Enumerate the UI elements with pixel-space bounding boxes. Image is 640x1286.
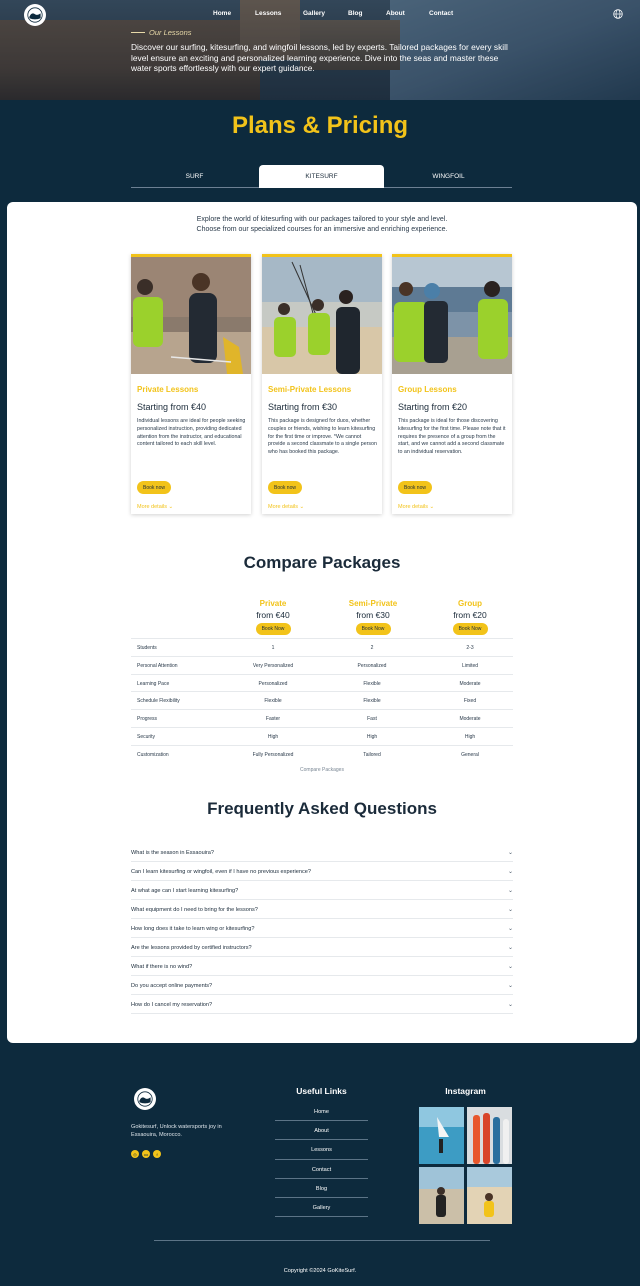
instagram-icon[interactable]: ◎	[131, 1150, 139, 1158]
cell-value: Faster	[265, 716, 281, 723]
package-name: Private	[259, 599, 287, 608]
faq-title: Frequently Asked Questions	[207, 799, 437, 818]
nav-home[interactable]: Home	[213, 10, 232, 17]
row-label: Learning Pace	[137, 680, 170, 687]
table-row	[131, 674, 513, 692]
row-label: Progress	[137, 716, 158, 723]
instagram-photo[interactable]	[419, 1167, 464, 1224]
table-row	[131, 727, 513, 745]
faq-question: How do I cancel my reservation?	[131, 1002, 213, 1008]
package-name: Group	[458, 599, 482, 608]
faq-question: What if there is no wind?	[131, 964, 193, 970]
footer-link-blog[interactable]: Blog	[275, 1179, 368, 1198]
cell-value: Flexible	[264, 698, 282, 705]
row-label: Schedule Flexibility	[137, 698, 180, 705]
row-label: Students	[137, 645, 157, 651]
arrow-down-icon: ⌄	[429, 504, 435, 510]
cell-value: Moderate	[459, 716, 481, 723]
cell-value: Very Personalized	[252, 662, 294, 669]
table-row	[131, 638, 513, 656]
cell-value: General	[461, 751, 479, 758]
faq-item[interactable]	[131, 976, 513, 995]
card-group	[392, 254, 512, 514]
more-details-link[interactable]	[137, 504, 173, 510]
chevron-down-icon: ⌄	[507, 926, 513, 932]
chevron-down-icon: ⌄	[507, 945, 513, 951]
faq-question: Can I learn kitesurfing or wingfoil, even if I have no previous experience?	[131, 869, 312, 875]
cell-value: 1	[271, 645, 275, 651]
cell-value: Moderate	[459, 680, 481, 687]
cell-value: Fully Personalized	[252, 751, 294, 758]
faq-item[interactable]	[131, 862, 513, 881]
faq-item[interactable]	[131, 938, 513, 957]
package-name: Semi-Private	[348, 599, 398, 608]
more-details-label: More details	[137, 504, 167, 510]
card-description: Individual lessons are ideal for people seeking personalized instruction, providing dedicated attention from the instructor, and educational content tailored to each skill level.	[137, 418, 246, 448]
cell-value: 2	[370, 645, 374, 651]
cell-value: Fast	[367, 716, 377, 723]
card-semi-private	[262, 254, 382, 514]
facebook-icon[interactable]: f	[153, 1150, 161, 1158]
faq-question: Are the lessons provided by certified instructors?	[131, 945, 252, 951]
tab-wingfoil[interactable]: WINGFOIL	[432, 173, 465, 180]
card-title: Semi-Private Lessons	[268, 385, 352, 394]
cell-value: 2-3	[466, 645, 474, 651]
faq-item[interactable]	[131, 919, 513, 938]
card-price: Starting from €40	[137, 402, 207, 412]
hero-banner	[0, 0, 640, 100]
instagram-photo[interactable]	[467, 1167, 512, 1224]
footer-divider	[154, 1240, 490, 1241]
footer-about: Gokitesurf, Unlock watersports joy in Essaouira, Morocco.	[131, 1124, 222, 1138]
cell-value: Flexible	[363, 680, 381, 687]
chevron-down-icon: ⌄	[507, 1002, 513, 1008]
chevron-down-icon: ⌄	[507, 850, 513, 856]
faq-question: Do you accept online payments?	[131, 983, 213, 989]
nav-lessons[interactable]: Lessons	[255, 10, 282, 17]
faq-item[interactable]	[131, 900, 513, 919]
cell-value: Personalized	[258, 680, 288, 687]
row-label: Personal Attention	[137, 662, 178, 669]
cell-value: Flexible	[363, 698, 381, 705]
label-dash	[131, 32, 145, 33]
nav-contact[interactable]: Contact	[429, 10, 454, 17]
faq-question: How long does it take to learn wing or kitesurfing?	[131, 926, 255, 932]
row-label: Customization	[137, 751, 169, 758]
compare-head-semi-private	[338, 599, 408, 635]
content-panel	[7, 202, 637, 1043]
footer-logo-icon[interactable]	[134, 1088, 156, 1110]
faq-item[interactable]	[131, 843, 513, 862]
nav-about[interactable]: About	[386, 10, 405, 17]
table-row	[131, 745, 513, 763]
top-nav	[0, 0, 640, 28]
faq-item[interactable]	[131, 995, 513, 1014]
compare-head-group	[435, 599, 505, 635]
card-title: Group Lessons	[398, 385, 457, 394]
compare-title: Compare Packages	[243, 553, 401, 572]
table-row	[131, 656, 513, 674]
intro-line-2: Choose from our specialized courses for an immersive and enriching experience.	[196, 226, 448, 233]
cell-value: Personalized	[357, 662, 387, 669]
tab-surf[interactable]: SURF	[185, 173, 204, 180]
copyright: Copyright ©2024 GoKiteSurf.	[283, 1268, 357, 1274]
cell-value: High	[267, 733, 279, 740]
nav-blog[interactable]: Blog	[348, 10, 363, 17]
private-lesson-photo	[131, 257, 251, 374]
compare-caption: Compare Packages	[300, 767, 344, 773]
book-now-button[interactable]: Book Now	[453, 623, 488, 635]
row-label: Security	[137, 733, 156, 740]
more-details-link[interactable]	[398, 504, 434, 510]
more-details-label: More details	[268, 504, 298, 510]
chevron-down-icon: ⌄	[507, 907, 513, 913]
semi-private-lesson-photo	[262, 257, 382, 374]
chevron-down-icon: ⌄	[507, 888, 513, 894]
footer-link-about[interactable]: About	[275, 1121, 368, 1140]
book-now-button[interactable]: Book now	[268, 481, 302, 494]
useful-links-title: Useful Links	[296, 1086, 347, 1096]
cell-value: Limited	[461, 662, 479, 669]
chevron-down-icon: ⌄	[507, 983, 513, 989]
book-now-button[interactable]: Book now	[137, 481, 171, 494]
book-now-button[interactable]: Book now	[398, 481, 432, 494]
card-price: Starting from €20	[398, 402, 468, 412]
faq-question: What equipment do I need to bring for the lessons?	[131, 907, 258, 913]
footer-link-lessons[interactable]: Lessons	[275, 1140, 368, 1159]
table-row	[131, 709, 513, 727]
wave-logo-icon[interactable]	[24, 4, 46, 26]
footer-link-home[interactable]: Home	[275, 1102, 368, 1121]
tripadvisor-icon[interactable]: oo	[143, 1151, 149, 1157]
table-row	[131, 691, 513, 709]
instagram-photo[interactable]	[419, 1107, 464, 1164]
instagram-photo[interactable]	[467, 1107, 512, 1164]
faq-item[interactable]	[131, 881, 513, 900]
tab-kitesurf[interactable]: KITESURF	[259, 165, 384, 188]
cell-value: Tailored	[363, 751, 381, 758]
arrow-down-icon: ⌄	[168, 504, 174, 510]
group-lesson-photo	[392, 257, 512, 374]
faq-question: What is the season in Essaouira?	[131, 850, 215, 856]
instagram-title: Instagram	[445, 1086, 486, 1096]
more-details-link[interactable]	[268, 504, 304, 510]
package-price: from €40	[256, 610, 290, 620]
cell-value: High	[366, 733, 378, 740]
hero-label: Our Lessons	[149, 28, 192, 37]
chevron-down-icon: ⌄	[507, 964, 513, 970]
nav-gallery[interactable]: Gallery	[303, 10, 326, 17]
compare-head-private	[238, 599, 308, 635]
arrow-down-icon: ⌄	[299, 504, 305, 510]
card-title: Private Lessons	[137, 385, 199, 394]
card-price: Starting from €30	[268, 402, 338, 412]
book-now-button[interactable]: Book Now	[356, 623, 391, 635]
faq-question: At what age can I start learning kitesurfing?	[131, 888, 239, 894]
plans-title: Plans & Pricing	[231, 112, 409, 139]
chevron-down-icon: ⌄	[507, 869, 513, 875]
more-details-label: More details	[398, 504, 428, 510]
faq-list	[131, 843, 513, 1014]
cell-value: High	[464, 733, 476, 740]
faq-item[interactable]	[131, 957, 513, 976]
footer-link-gallery[interactable]: Gallery	[275, 1198, 368, 1217]
hero-description: Discover our surfing, kitesurfing, and wingfoil lessons, led by experts. Tailored packages for every skill level ensure an exciting and personalized learning experience. Dive into the seas and master these water sports effortlessly with our expert guidance.	[131, 42, 508, 73]
cell-value: Fixed	[463, 698, 477, 705]
package-price: from €30	[356, 610, 390, 620]
card-description: This package is designed for duos, whether couples or friends, wishing to learn kitesurfing for the first time or improve. *We cannot provide a second classmate to a single person who has booked this package.	[268, 418, 377, 456]
intro-line-1: Explore the world of kitesurfing with our packages tailored to your style and level.	[196, 216, 448, 223]
footer-link-contact[interactable]: Contact	[275, 1160, 368, 1179]
card-private	[131, 254, 251, 514]
book-now-button[interactable]: Book Now	[256, 623, 291, 635]
footer-links	[275, 1102, 368, 1217]
card-description: This package is ideal for those discovering kitesurfing for the first time. Please note that it requires the presence of a group from the start, and we cannot add a second classmate to an individual reservation.	[398, 418, 506, 456]
globe-icon[interactable]	[613, 9, 623, 19]
package-tabs	[131, 165, 512, 188]
social-icons	[131, 1150, 161, 1158]
compare-table	[131, 638, 513, 763]
package-price: from €20	[453, 610, 487, 620]
